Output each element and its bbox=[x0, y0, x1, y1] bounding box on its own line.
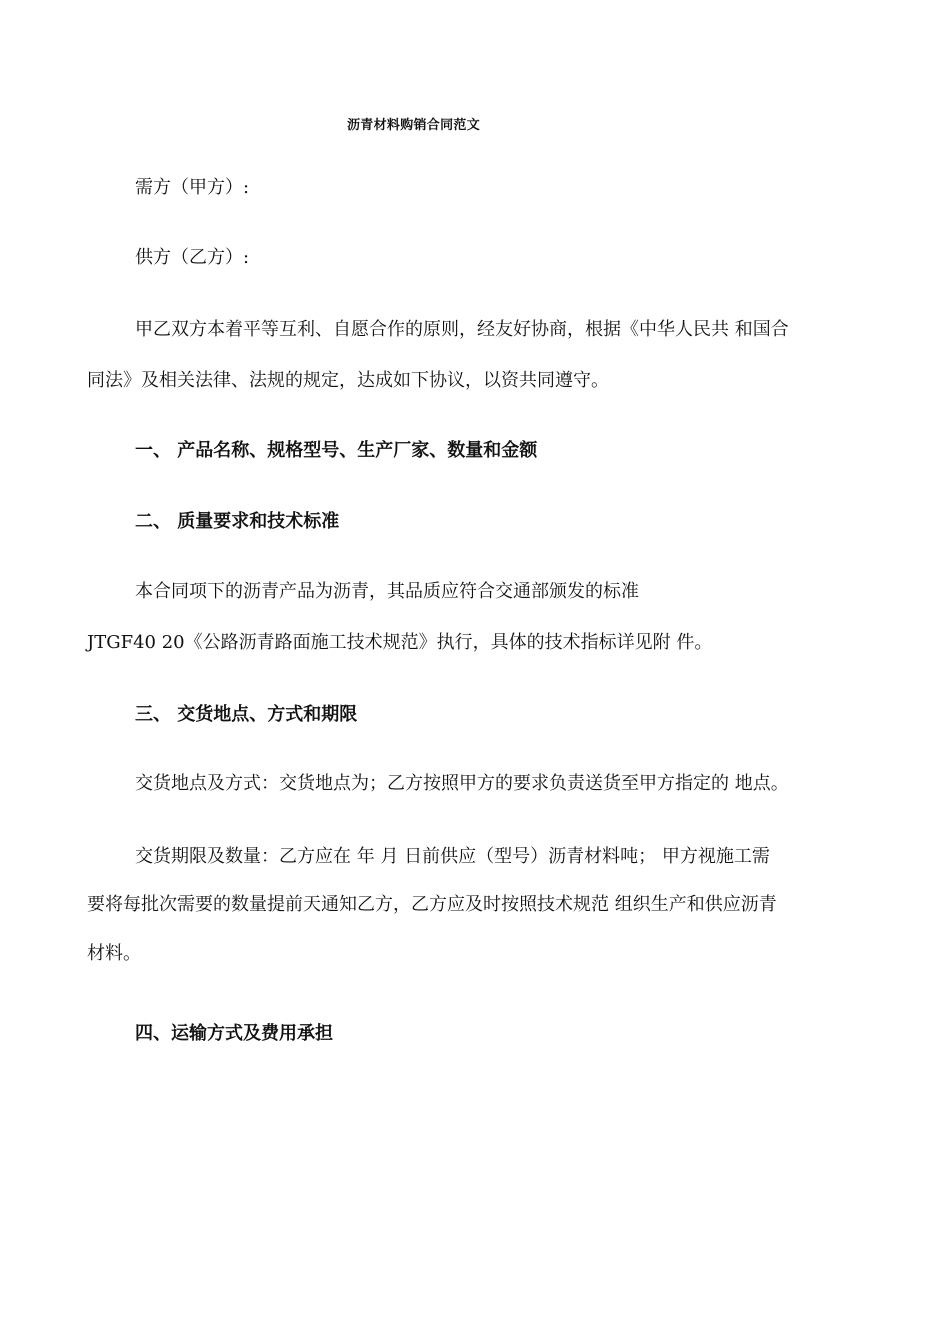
party-a-label: 需方（甲方）: bbox=[135, 177, 250, 198]
section-3-period-line-1: 交货期限及数量：乙方应在 年 月 日前供应（型号）沥青材料吨； 甲方视施工需 bbox=[135, 846, 770, 867]
section-1-heading: 一、 产品名称、规格型号、生产厂家、数量和金额 bbox=[135, 440, 538, 461]
intro-paragraph-line-1: 甲乙双方本着平等互利、自愿合作的原则，经友好协商，根据《中华人民共 和国合 bbox=[135, 319, 789, 340]
section-2-heading: 二、 质量要求和技术标准 bbox=[135, 511, 340, 532]
document-title: 沥青材料购销合同范文 bbox=[347, 118, 481, 133]
section-3-period-line-3: 材料。 bbox=[87, 943, 141, 964]
section-3-place-paragraph: 交货地点及方式：交货地点为；乙方按照甲方的要求负责送货至甲方指定的 地点。 bbox=[135, 773, 789, 794]
section-3-period-line-2: 要将每批次需要的数量提前天通知乙方，乙方应及时按照技术规范 组织生产和供应沥青 bbox=[87, 894, 777, 915]
section-2-body-line-1: 本合同项下的沥青产品为沥青，其品质应符合交通部颁发的标准 bbox=[135, 581, 639, 602]
section-2-body-line-2: JTGF40 20《公路沥青路面施工技术规范》执行，具体的技术指标详见附 件。 bbox=[87, 632, 713, 653]
section-3-heading: 三、 交货地点、方式和期限 bbox=[135, 704, 358, 725]
intro-paragraph-line-2: 同法》及相关法律、法规的规定，达成如下协议，以资共同遵守。 bbox=[87, 370, 609, 391]
section-4-heading: 四、运输方式及费用承担 bbox=[135, 1023, 333, 1044]
party-b-label: 供方（乙方）: bbox=[135, 247, 250, 268]
